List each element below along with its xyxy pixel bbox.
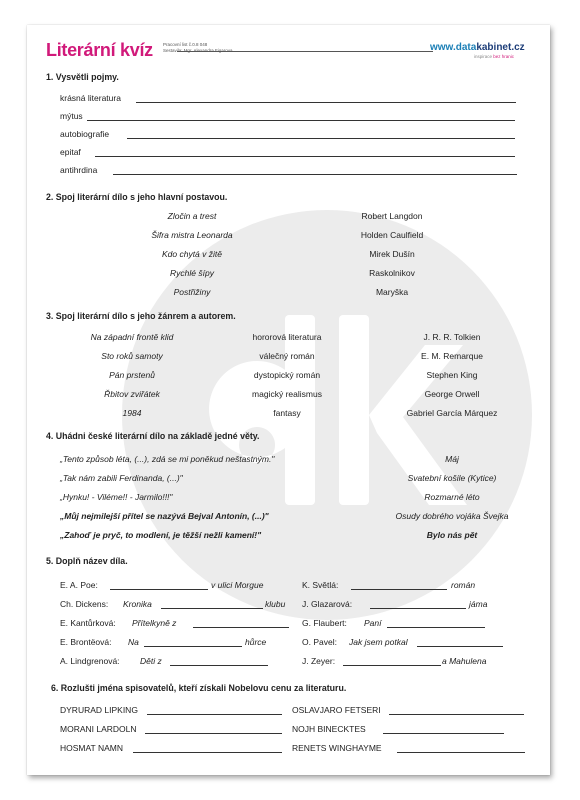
q2-work: Postřižiny <box>173 287 211 297</box>
q5-author: O. Pavel: <box>302 637 337 647</box>
q2-work: Kdo chytá v žitě <box>161 249 222 259</box>
q1-term: mýtus <box>60 111 83 121</box>
q6-anagram: HOSMAT NAMN <box>60 743 123 753</box>
q2-work: Šifra mistra Leonarda <box>151 230 233 240</box>
q6-anagram: NOJH BINECKTES <box>292 724 366 734</box>
answer-line[interactable] <box>383 733 504 734</box>
q5-author: E. Brontëová: <box>60 637 112 647</box>
q5-title-part: jáma <box>469 599 488 609</box>
q2-work: Zločin a trest <box>167 211 217 221</box>
answer-line[interactable] <box>110 589 208 590</box>
answer-line[interactable] <box>127 138 515 139</box>
answer-line[interactable] <box>170 665 268 666</box>
q4-quote: „Tento způsob léta, (...), zdá se mi poněkud neštastným." <box>60 454 275 464</box>
q1-term: epitaf <box>60 147 81 157</box>
answer-line[interactable] <box>144 646 242 647</box>
q3-genre: hororová literatura <box>252 332 322 342</box>
q5-title-part: Paní <box>364 618 382 628</box>
q1-term: krásná literatura <box>60 93 121 103</box>
q3-genre: válečný román <box>259 351 315 361</box>
answer-line[interactable] <box>397 752 525 753</box>
q5-heading: 5. Doplň název díla. <box>46 556 128 566</box>
q3-genre: magický realismus <box>252 389 322 399</box>
header-divider <box>177 51 433 52</box>
answer-line[interactable] <box>193 627 289 628</box>
answer-line[interactable] <box>145 733 282 734</box>
worksheet-author: Sestavila: Mgr. Alexandra Figarova <box>163 48 233 53</box>
site-tagline: inspirace bez hranic <box>474 54 515 59</box>
q2-work: Rychlé šípy <box>170 268 214 278</box>
q6-heading: 6. Rozlušti jména spisovatelů, kteří získali Nobelovu cenu za literaturu. <box>51 683 347 693</box>
q5-title-part: Kronika <box>123 599 152 609</box>
q5-author: J. Zeyer: <box>302 656 336 666</box>
q5-title-part: hůrce <box>245 637 267 647</box>
q4-quote: „Tak nám zabili Ferdinanda, (...)" <box>60 473 183 483</box>
q3-author: Gabriel García Márquez <box>406 408 498 418</box>
q3-genre: fantasy <box>273 408 301 418</box>
answer-line[interactable] <box>389 714 524 715</box>
q5-author: E. Kantůrková: <box>60 618 116 628</box>
answer-line[interactable] <box>387 627 485 628</box>
q5-author: Ch. Dickens: <box>60 599 109 609</box>
q1-heading: 1. Vysvětli pojmy. <box>46 72 119 82</box>
q2-character: Raskolnikov <box>369 268 415 278</box>
site-link[interactable]: www.datakabinet.cz <box>430 42 525 53</box>
q5-title-part: klubu <box>265 599 286 609</box>
q6-anagram: MORANI LARDOLN <box>60 724 137 734</box>
answer-line[interactable] <box>95 156 515 157</box>
q5-title-part: a Mahulena <box>442 656 487 666</box>
q3-work: Na západní frontě klid <box>90 332 174 342</box>
q5-title-part: Jak jsem potkal <box>349 637 408 647</box>
q5-title-part: Přítelkyně z <box>132 618 177 628</box>
q3-author: Stephen King <box>426 370 478 380</box>
q2-character: Mirek Dušín <box>369 249 415 259</box>
answer-line[interactable] <box>113 174 517 175</box>
q4-title: Máj <box>445 454 459 464</box>
q5-title-part: Na <box>128 637 139 647</box>
q3-genre: dystopický román <box>253 370 321 380</box>
q5-author: J. Glazarová: <box>302 599 353 609</box>
q5-title-part: v ulici Morgue <box>211 580 264 590</box>
q3-author: E. M. Remarque <box>421 351 483 361</box>
q5-author: A. Lindgrenová: <box>60 656 120 666</box>
q6-anagram: OSLAVJARO FETSERI <box>292 705 381 715</box>
q4-title: Svatební košile (Kytice) <box>407 473 497 483</box>
answer-line[interactable] <box>417 646 503 647</box>
answer-line[interactable] <box>133 752 282 753</box>
q1-term: antihrdina <box>60 165 98 175</box>
q3-work: Řbitov zviřátek <box>104 389 160 399</box>
q4-title: Osudy dobrého vojáka Švejka <box>395 511 509 521</box>
q2-heading: 2. Spoj literární dílo s jeho hlavní postavou. <box>46 192 228 202</box>
answer-line[interactable] <box>351 589 447 590</box>
q3-work: Pán prstenů <box>109 370 155 380</box>
q4-heading: 4. Uhádni české literární dílo na základě jedné věty. <box>46 431 260 441</box>
q2-character: Maryška <box>375 287 409 297</box>
q5-author: E. A. Poe: <box>60 580 98 590</box>
q5-author: G. Flaubert: <box>302 618 347 628</box>
answer-line[interactable] <box>161 608 263 609</box>
worksheet-page <box>27 25 550 775</box>
q2-character: Holden Caulfield <box>360 230 424 240</box>
q3-work: 1984 <box>122 408 142 418</box>
q3-heading: 3. Spoj literární dílo s jeho žánrem a autorem. <box>46 311 236 321</box>
q3-author: J. R. R. Tolkien <box>423 332 481 342</box>
q6-anagram: RENETS WINGHAYME <box>292 743 382 753</box>
q2-character: Robert Langdon <box>361 211 423 221</box>
answer-line[interactable] <box>136 102 516 103</box>
q3-work: Sto roků samoty <box>101 351 163 361</box>
q5-title-part: Děti z <box>140 656 162 666</box>
q4-quote: „Můj nejmilejší přítel se nazývá Bejval Antonín, (...)" <box>60 511 269 521</box>
answer-line[interactable] <box>370 608 466 609</box>
q3-author: George Orwell <box>424 389 480 399</box>
q5-title-part: román <box>451 580 476 590</box>
q4-quote: „Zahoď je pryč, to modlení, je těžší nežli kamení!" <box>60 530 262 540</box>
answer-line[interactable] <box>87 120 515 121</box>
q6-anagram: DYRURAD LIPKING <box>60 705 138 715</box>
q4-quote: „Hynku! - Viléme!! - Jarmilo!!!" <box>60 492 173 502</box>
q1-term: autobiografie <box>60 129 110 139</box>
worksheet-title: Literární kvíz <box>46 40 153 60</box>
q4-title: Bylo nás pět <box>426 530 478 540</box>
q5-author: K. Světlá: <box>302 580 339 590</box>
q4-title: Rozmarné léto <box>424 492 480 502</box>
answer-line[interactable] <box>343 665 441 666</box>
answer-line[interactable] <box>147 714 282 715</box>
worksheet-number: Pracovní list č.0.8 048 <box>163 42 208 47</box>
